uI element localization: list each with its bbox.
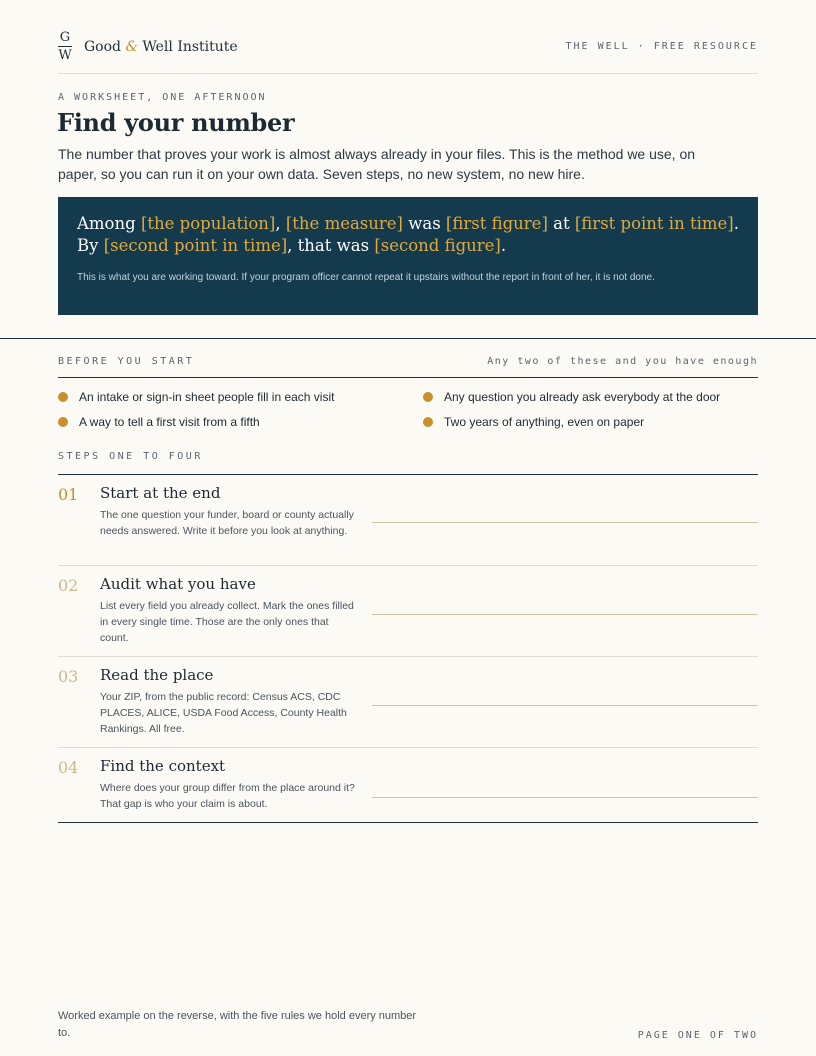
- step-title: Find the context: [100, 757, 226, 775]
- claim-text: , that was: [287, 236, 375, 255]
- bullet-dot-icon: [58, 417, 68, 427]
- section-divider: [0, 338, 816, 339]
- list-item: [423, 388, 758, 406]
- page-title: Find your number: [57, 108, 295, 137]
- claim-text: ,: [275, 214, 286, 233]
- claim-note: This is what you are working toward. If your program officer cannot repeat it upstairs without the report in front of her, it is not done.: [77, 272, 655, 283]
- write-in-line[interactable]: [372, 797, 758, 798]
- brand-name: [84, 39, 238, 55]
- step-row: [58, 566, 758, 657]
- step-description: Where does your group differ from the place around it? That gap is who your claim is about.: [100, 782, 355, 810]
- lede-paragraph: The number that proves your work is almost always already in your files. This is the method we use, on paper, so you can run it on your own data. Seven steps, no new system, no new hire.: [58, 146, 696, 182]
- eyebrow: A WORKSHEET, ONE AFTERNOON: [58, 92, 267, 103]
- step-number: 04: [58, 758, 79, 777]
- claim-slot-first-figure: [first figure]: [445, 214, 548, 233]
- step-description: Your ZIP, from the public record: Census ACS, CDC PLACES, ALICE, USDA Food Access, County Health Rankings. All free.: [100, 691, 347, 735]
- steps-list: [58, 474, 758, 823]
- list-item: [423, 413, 758, 431]
- write-in-line[interactable]: [372, 705, 758, 706]
- logo-divider: [58, 46, 72, 47]
- claim-slot-first-time: [first point in time]: [574, 214, 734, 233]
- brand-ampersand: &: [125, 38, 138, 55]
- claim-template-box: [58, 197, 758, 315]
- claim-slot-measure: [the measure]: [285, 214, 403, 233]
- page-number: PAGE ONE OF TWO: [637, 1030, 758, 1041]
- claim-text: . By: [77, 214, 739, 255]
- claim-text: Among: [77, 214, 141, 233]
- step-row: [58, 748, 758, 822]
- brand: [58, 31, 238, 62]
- brand-name-part2: Well Institute: [142, 38, 238, 55]
- step-number: 02: [58, 576, 79, 595]
- step-description: List every field you already collect. Mark the ones filled in every single time. Those are the only ones that count.: [100, 600, 354, 644]
- bullet-dot-icon: [423, 417, 433, 427]
- logo-letter-bottom: W: [58, 48, 72, 63]
- list-item: [58, 413, 423, 431]
- before-you-start-aside: Any two of these and you have enough: [487, 356, 758, 367]
- claim-text: at: [547, 214, 575, 233]
- page-header: [58, 26, 758, 74]
- header-tag: THE WELL · FREE RESOURCE: [565, 41, 758, 52]
- steps-label: STEPS ONE TO FOUR: [58, 451, 203, 462]
- list-item: [58, 388, 423, 406]
- bullet-dot-icon: [58, 392, 68, 402]
- claim-text: was: [403, 214, 446, 233]
- list-item-text: Two years of anything, even on paper: [444, 415, 645, 429]
- bullet-dot-icon: [423, 392, 433, 402]
- list-item-text: Any question you already ask everybody at the door: [444, 390, 721, 404]
- write-in-line[interactable]: [372, 614, 758, 615]
- logo-letter-top: G: [59, 30, 71, 45]
- list-item-text: An intake or sign-in sheet people fill in each visit: [79, 390, 335, 404]
- brand-name-part1: Good: [84, 38, 122, 55]
- step-title: Start at the end: [100, 484, 221, 502]
- step-number: 01: [58, 485, 79, 504]
- logo-mark: [58, 31, 72, 62]
- before-you-start-label: BEFORE YOU START: [58, 356, 195, 367]
- prerequisite-list: [58, 388, 758, 431]
- before-you-start-header: [58, 356, 758, 378]
- claim-text: .: [500, 236, 507, 255]
- step-description: The one question your funder, board or county actually needs answered. Write it before you look at anything.: [100, 509, 354, 537]
- list-item-text: A way to tell a first visit from a fifth: [79, 415, 260, 429]
- claim-slot-second-time: [second point in time]: [103, 236, 288, 255]
- write-in-line[interactable]: [372, 522, 758, 523]
- claim-slot-population: [the population]: [140, 214, 276, 233]
- step-title: Audit what you have: [100, 575, 256, 593]
- step-row: [58, 657, 758, 748]
- step-row: [58, 475, 758, 566]
- footer-note: Worked example on the reverse, with the five rules we hold every number to.: [58, 1010, 417, 1039]
- claim-sentence: [77, 213, 739, 257]
- step-title: Read the place: [100, 666, 214, 684]
- step-number: 03: [58, 667, 79, 686]
- claim-slot-second-figure: [second figure]: [374, 236, 501, 255]
